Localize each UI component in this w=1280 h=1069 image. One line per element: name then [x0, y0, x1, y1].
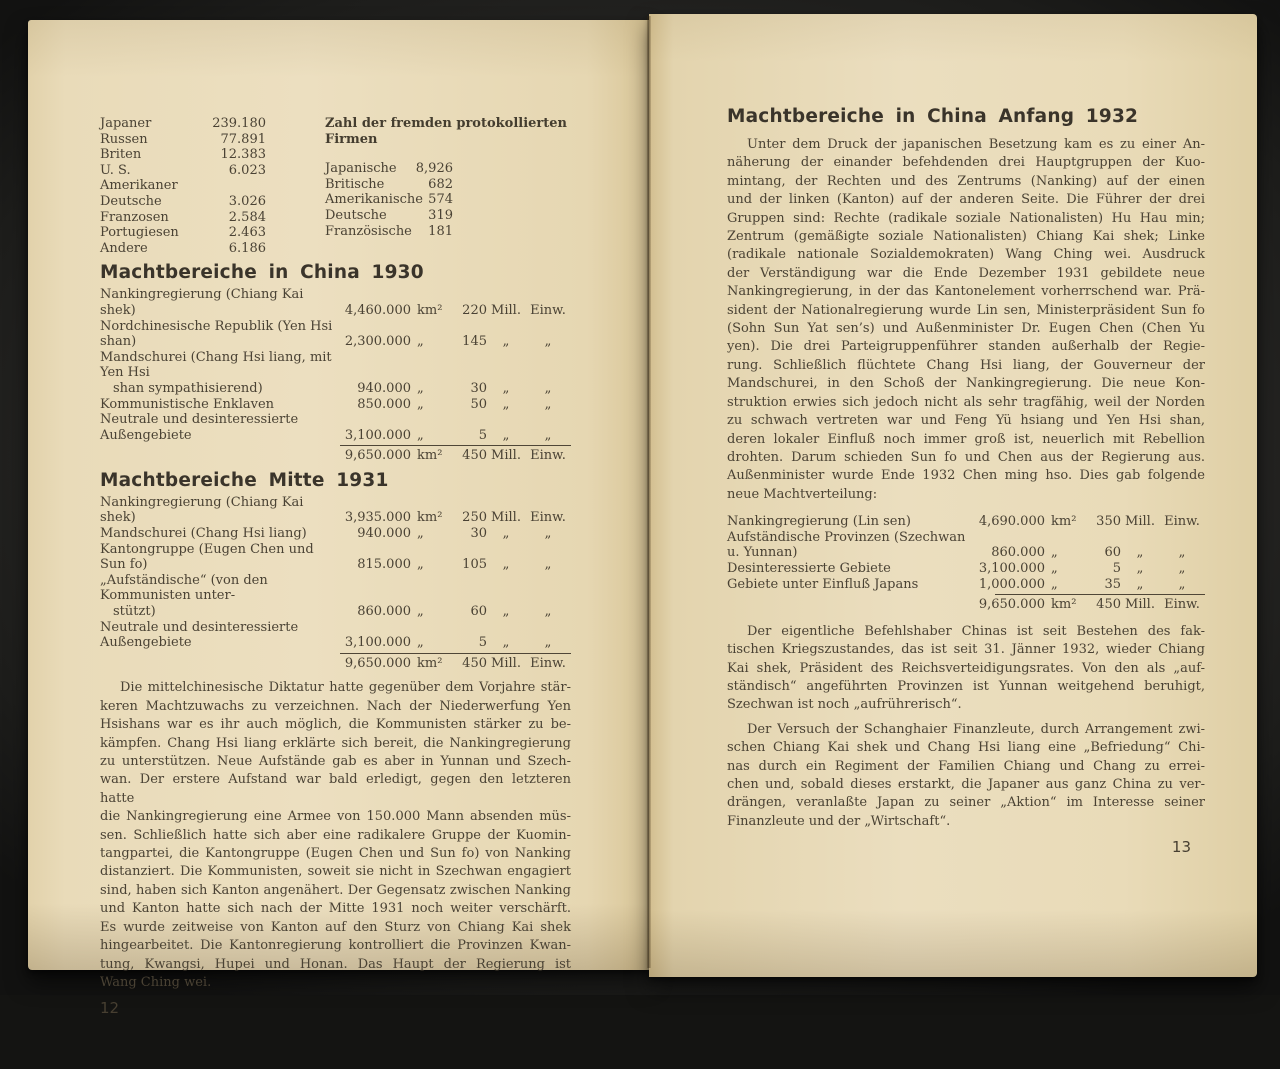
row-population: 5: [478, 427, 487, 443]
row-pop-unit: „: [544, 380, 552, 396]
firms-table-title: Zahl der fremden protokollierten Firmen: [325, 116, 567, 147]
row-population: 250: [462, 510, 487, 526]
table-row: [100, 241, 266, 257]
row-population: 220: [462, 302, 487, 318]
table-row: [325, 177, 453, 193]
body-paragraph: [727, 623, 1205, 715]
row-population: 30: [470, 380, 487, 396]
row-area: 3,100.000: [344, 427, 411, 443]
row-pop-unit: Einw.: [530, 302, 566, 318]
table-row: [727, 561, 1205, 577]
table-row: [100, 147, 266, 163]
row-label: Gebiete unter Einfluß Japans: [727, 576, 919, 592]
row-area-unit: „: [417, 635, 424, 651]
row-population: 50: [470, 396, 487, 412]
row-pop-unit: „: [544, 604, 552, 620]
power-table-1932-total: 9,650.000 km² 450 Mill. Einw.: [727, 594, 1205, 613]
table-row: [100, 194, 266, 210]
row-pop-unit: „: [502, 604, 510, 620]
right-page: [649, 14, 1257, 977]
row-population: 105: [462, 557, 487, 573]
text-line: tangpartei, die Kantongruppe (Eugen Chen und Sun fo) von Nanking: [100, 846, 571, 862]
row-population: 35: [1104, 576, 1121, 592]
row-pop-unit: „: [544, 427, 552, 443]
row-label: Nordchinesische Republik (Yen Hsi shan): [100, 318, 333, 350]
text-line: tischen Kriegszustandes, das ist seit 31. Jänner 1932, wieder Chiang: [727, 642, 1205, 658]
book-gutter: [647, 16, 651, 968]
row-population: 30: [470, 526, 487, 542]
row-label: Franzosen: [100, 209, 169, 225]
row-label: Kantongruppe (Eugen Chen und Sun fo): [100, 541, 314, 573]
row-value: 682: [428, 176, 453, 192]
text-line: struktion erwies sich jedoch nicht als sehr tragfähig, weil der Norden: [727, 394, 1205, 410]
row-population: 145: [462, 334, 487, 350]
text-line: kämpfen. Chang Hsi liang erklärte sich bereit, die Nankingregierung: [100, 735, 571, 751]
row-area-unit: km²: [417, 302, 443, 318]
power-table-1931: [100, 495, 571, 651]
text-line: und Kanton hatte sich nach der Mitte 1931 noch weiter verschärft.: [100, 901, 571, 917]
text-line: nas durch ein Regiment der Familien Chiang und Chang zu errei-: [727, 758, 1205, 774]
text-line: und der linken (Kanton) auf der anderen Seite. Die Führer der drei: [727, 192, 1205, 208]
text-line: wan. Der erstere Aufstand war bald erledigt, gegen den letzteren hatte: [100, 772, 571, 806]
text-line: zu schwach vertreten war und Feng Yü hsiang und Yen Hsi shan,: [727, 413, 1205, 429]
row-label: Amerikanische: [325, 192, 423, 208]
row-pop-unit: „: [544, 526, 552, 542]
text-line: chen und, sobald dieses erstarkt, die Japaner aus ganz China zu ver-: [727, 776, 1205, 792]
row-area-unit: „: [417, 557, 424, 573]
row-population: 350: [1096, 514, 1121, 530]
row-label: Französische: [325, 223, 412, 239]
table-row: [100, 573, 571, 620]
power-table-1931-total: 9,650.000 km² 450 Mill. Einw.: [100, 653, 571, 672]
row-pop-unit: „: [502, 334, 510, 350]
row-label: Desinteressierte Gebiete: [727, 560, 891, 576]
row-area-unit: „: [417, 427, 424, 443]
row-value: 181: [428, 223, 453, 239]
text-line: keren Machtzuwachs zu verzeichnen. Nach der Niederwerfung Yen: [100, 698, 571, 714]
row-pop-unit: „: [502, 380, 510, 396]
row-population: 60: [470, 604, 487, 620]
table-row: [100, 132, 266, 148]
left-page: [28, 20, 649, 1018]
table-row: [727, 577, 1205, 593]
row-label: Mandschurei (Chang Hsi liang, mit Yen Hsi shan sympathisierend): [100, 349, 332, 396]
row-pop-unit: „: [502, 396, 510, 412]
text-line: Hsishans war es ihr auch möglich, die Kommunisten stärker zu be-: [100, 717, 571, 733]
row-area-unit: „: [1051, 545, 1058, 561]
text-line: (radikale nationale Sozialdemokraten) Wang Ching wei. Ausdruck: [727, 247, 1205, 263]
row-area-unit: „: [417, 396, 424, 412]
table-row: [100, 319, 571, 350]
text-line: neue Machtverteilung:: [727, 486, 878, 502]
row-area-unit: „: [417, 380, 424, 396]
row-label: Japaner: [100, 116, 152, 131]
row-area-unit: „: [417, 526, 424, 542]
table-row: [325, 208, 453, 224]
text-line: sind, haben sich Kanton angenähert. Der Gegensatz zwischen Nanking: [100, 882, 571, 898]
row-area: 3,100.000: [978, 560, 1045, 576]
text-line: Gruppen sind: Rechte (radikale soziale Nationalisten) Hu Hau min;: [727, 210, 1205, 226]
text-line: Der Versuch der Schanghaier Finanzleute, durch Arrangement zwi-: [747, 721, 1205, 737]
table-row: [100, 620, 571, 651]
table-row: [100, 397, 571, 413]
text-line: Die mittelchinesische Diktatur hatte gegenüber dem Vorjahre stär-: [120, 680, 571, 696]
table-row: [100, 495, 571, 526]
text-line: Unter dem Druck der japanischen Besetzung kam es zu einer An-: [747, 137, 1205, 152]
row-value: 3.026: [228, 193, 266, 209]
row-value: 12.383: [220, 147, 266, 163]
row-population: 5: [1112, 560, 1121, 576]
row-pop-unit: „: [502, 635, 510, 651]
text-line: yen). Die drei Parteigruppenführer standen außerhalb der Regie-: [727, 339, 1205, 355]
power-table-1932: [727, 514, 1205, 592]
sum-rule: [340, 653, 571, 654]
row-label: Britische: [325, 176, 385, 192]
row-label: Neutrale und desinteressierte Außengebiete: [100, 619, 299, 651]
row-pop-unit: „: [1178, 545, 1186, 561]
row-pop-unit: „: [1136, 560, 1144, 576]
table-row: [100, 287, 571, 318]
power-table-1930-total: 9,650.000 km² 450 Mill. Einw.: [100, 445, 571, 464]
text-line: sen. Schließlich hatte sich aber eine radikalere Gruppe der Kuomin-: [100, 827, 571, 843]
row-label: Briten: [100, 147, 142, 163]
text-line: der Verständigung war die Ende Dezember 1931 gebildete neue: [727, 265, 1205, 281]
page-number-right: 13: [1171, 838, 1191, 857]
table-row: [100, 350, 571, 397]
text-line: Der eigentliche Befehlshaber Chinas ist seit Bestehen des fak-: [747, 623, 1205, 639]
text-line: Finanzleute und der „Wirtschaft“.: [727, 813, 951, 829]
row-value: 8,926: [415, 161, 453, 177]
row-pop-unit: „: [502, 427, 510, 443]
text-line: hingearbeitet. Die Kantonregierung kontrolliert die Provinzen Kwan-: [100, 938, 571, 954]
row-pop-unit: „: [544, 635, 552, 651]
row-value: 2.584: [228, 209, 266, 225]
row-area: 2,300.000: [344, 334, 411, 350]
row-label: Russen: [100, 131, 148, 147]
row-area: 940.000: [357, 380, 411, 396]
row-label: Deutsche: [325, 207, 387, 223]
row-label: Deutsche: [100, 193, 162, 209]
body-paragraph: [727, 136, 1205, 504]
row-pop-unit: „: [1178, 560, 1186, 576]
row-value: 574: [428, 192, 453, 208]
row-area: 4,690.000: [978, 514, 1045, 530]
row-pop-unit: Einw.: [530, 510, 566, 526]
row-area-unit: „: [1051, 576, 1058, 592]
text-line: rung. Schließlich flüchtete Chang Hsi liang, der Gouverneur der: [727, 357, 1205, 373]
row-label: U. S. Amerikaner: [100, 162, 178, 194]
row-pop-unit: „: [1178, 576, 1186, 592]
row-pop-unit: Mill.: [491, 510, 521, 526]
row-area: 860.000: [357, 604, 411, 620]
row-value: 6.186: [228, 240, 266, 256]
row-area-unit: km²: [417, 510, 443, 526]
row-label: Japanische: [325, 161, 397, 177]
text-line: Wang Ching wei.: [100, 974, 212, 990]
row-pop-unit: „: [502, 557, 510, 573]
row-value: 77.891: [220, 131, 266, 147]
row-area: 3,935.000: [344, 510, 411, 526]
text-line: Mandschurei, in den Schoß der Nankingregierung. Die neue Kon-: [727, 376, 1205, 392]
text-line: näherung der einander befehdenden drei Hauptgruppen der Kuo-: [727, 155, 1205, 171]
row-area: 1,000.000: [978, 576, 1045, 592]
body-paragraph: [727, 721, 1205, 831]
table-row: [325, 161, 453, 177]
row-pop-unit: „: [544, 334, 552, 350]
row-label: Nankingregierung (Lin sen): [727, 514, 911, 530]
text-line: ständisch“ angeführten Provinzen ist Yunnan weitgehend beruhigt,: [727, 678, 1205, 694]
table-row: [100, 225, 266, 241]
section-heading-1932: Machtbereiche in China Anfang 1932: [727, 106, 1139, 127]
row-label: Neutrale und desinteressierte Außengebiete: [100, 412, 299, 443]
row-pop-unit: Mill.: [491, 302, 521, 318]
text-line: drohten. Darum schieden Sun fo und Chen aus der Regierung aus.: [727, 449, 1205, 465]
firms-table: [325, 116, 571, 256]
row-label: Kommunistische Enklaven: [100, 396, 275, 412]
table-row: [100, 163, 266, 194]
table-row: [100, 412, 571, 443]
row-label: Portugiesen: [100, 225, 179, 241]
text-line: zu unterstützen. Neue Aufstände gab es aber in Yunnan und Szech-: [100, 754, 571, 770]
text-line: Außenminister wurde Ende 1932 Chen ming hso. Dies gab folgende: [727, 468, 1205, 484]
text-line: (Sohn Sun Yat sen’s) und Außenminister Dr. Eugen Chen (Chen Yu: [727, 321, 1205, 337]
row-pop-unit: „: [544, 557, 552, 573]
section-heading-1931: Machtbereiche Mitte 1931: [100, 469, 389, 491]
row-value: 6.023: [228, 162, 266, 178]
row-pop-unit: „: [544, 396, 552, 412]
row-label: Nankingregierung (Chiang Kai shek): [100, 494, 304, 526]
row-area: 3,100.000: [344, 635, 411, 651]
page-number-left: 12: [100, 999, 120, 1018]
row-label: Aufständische Provinzen (Szechwan u. Yunnan): [727, 529, 966, 561]
text-line: deren lokaler Einfluß noch immer groß ist, neuerlich mit Rebellion: [727, 431, 1205, 447]
row-area-unit: „: [417, 604, 424, 620]
sum-rule: [340, 445, 571, 446]
table-row: [727, 530, 1205, 561]
table-row: [325, 224, 453, 240]
row-pop-unit: „: [1136, 576, 1144, 592]
text-line: Szechwan ist noch „aufrührerisch“.: [727, 697, 962, 713]
row-pop-unit: Einw.: [1164, 514, 1200, 530]
row-area: 4,460.000: [344, 302, 411, 318]
row-label: „Aufständische“ (von den Kommunisten unter- stützt): [100, 572, 268, 620]
row-area: 850.000: [357, 396, 411, 412]
text-line: tung, Kwangsi, Hupei und Honan. Das Haupt der Regierung ist: [100, 956, 571, 972]
top-statistics: [100, 116, 571, 256]
row-area: 940.000: [357, 526, 411, 542]
text-line: Kai shek, Präsident des Reichsverteidigungsrates. Von den als „auf-: [727, 660, 1205, 676]
section-heading-1930: Machtbereiche in China 1930: [100, 262, 424, 284]
row-label: Nankingregierung (Chiang Kai shek): [100, 287, 304, 318]
table-row: [100, 210, 266, 226]
row-area-unit: „: [1051, 560, 1058, 576]
row-pop-unit: Mill.: [1125, 514, 1155, 530]
sum-rule: [995, 594, 1205, 595]
text-line: die Nankingregierung eine Armee von 150.000 Mann absenden müs-: [100, 809, 571, 825]
table-row: [100, 526, 571, 542]
table-row: [100, 116, 266, 132]
row-value: 2.463: [228, 225, 266, 241]
row-area-unit: „: [417, 334, 424, 350]
row-area: 815.000: [357, 557, 411, 573]
table-row: [100, 542, 571, 573]
row-population: 60: [1104, 545, 1121, 561]
text-line: Nankingregierung, in der das Kantonelement vorherrschend war. Prä-: [727, 284, 1205, 300]
row-pop-unit: „: [502, 526, 510, 542]
residents-table: [100, 116, 325, 256]
row-label: Andere: [100, 240, 148, 256]
text-line: drängen, veranlaßte Japan zu seiner „Aktion“ im Interesse seiner: [727, 795, 1205, 811]
text-line: Es wurde zeitweise von Kanton auf den Sturz von Chiang Kai shek: [100, 919, 571, 935]
row-value: 239.180: [212, 116, 266, 131]
text-line: sident der Nationalregierung wurde Lin sen, Ministerpräsident Sun fo: [727, 302, 1205, 318]
power-table-1930: [100, 287, 571, 443]
table-row: [727, 514, 1205, 530]
row-population: 5: [478, 635, 487, 651]
row-area-unit: km²: [1051, 514, 1077, 530]
row-pop-unit: „: [1136, 545, 1144, 561]
text-line: mintang, der Rechten und des Zentrums (Nanking) auf der einen: [727, 173, 1205, 189]
table-row: [325, 192, 453, 208]
row-area: 860.000: [991, 545, 1045, 561]
row-label: Mandschurei (Chang Hsi liang): [100, 526, 307, 542]
text-line: distanziert. Die Kommunisten, soweit sie nicht in Szechwan engagiert: [100, 864, 571, 880]
text-line: schen Chiang Kai shek und Chang Hsi liang eine „Befriedung“ Chi-: [727, 740, 1205, 756]
body-paragraph: [100, 679, 571, 992]
text-line: Zentrum (gemäßigte soziale Nationalisten) Chiang Kai shek; Linke: [727, 229, 1205, 245]
row-value: 319: [428, 207, 453, 223]
